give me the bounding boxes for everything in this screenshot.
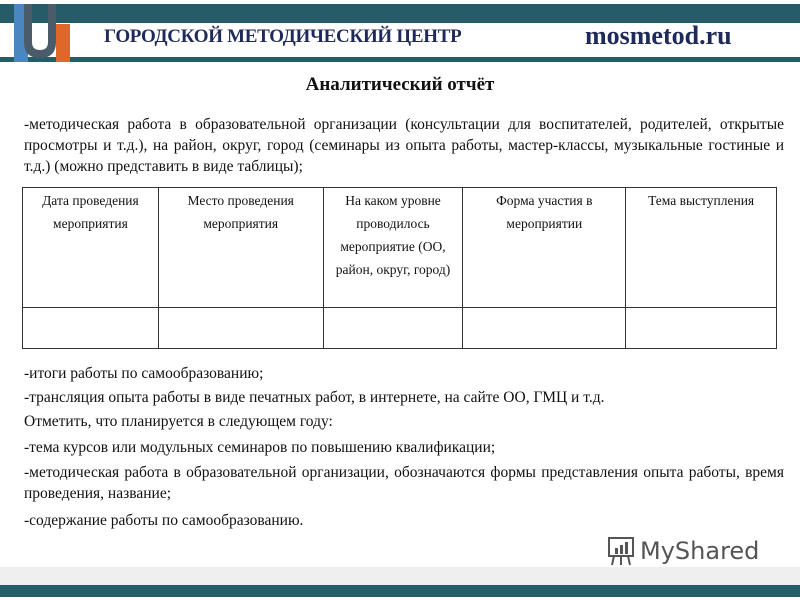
list-item: Отметить, что планируется в следующем году:: [24, 413, 333, 430]
org-name: ГОРОДСКОЙ МЕТОДИЧЕСКИЙ ЦЕНТР: [104, 26, 462, 47]
logo-icon: [10, 4, 72, 62]
watermark: [606, 535, 759, 567]
column-header: Дата проведения мероприятия: [23, 188, 159, 308]
list-item: -содержание работы по самообразованию.: [24, 512, 304, 529]
report-table: [22, 187, 777, 349]
list-item: -трансляция опыта работы в виде печатных работ, в интернете, на сайте ОО, ГМЦ и т.д.: [24, 389, 605, 406]
footer-band: [0, 585, 800, 597]
intro-text: -методическая работа в образовательной организации (консультации для воспитателей, родителей, открытые просмотры и т.д.), на район, округ, город (семинары из опыта работы, мастер-классы, музыкальные гостиные и т.д.) (можно представить в виде таблицы);: [24, 116, 784, 175]
page-title: Аналитический отчёт: [305, 74, 495, 95]
table-cell: [23, 308, 159, 349]
column-header: Тема выступления: [626, 188, 777, 308]
table-cell: [463, 308, 626, 349]
footer-gray: [0, 567, 800, 585]
table-cell: [323, 308, 463, 349]
presentation-board-icon: [606, 535, 636, 567]
column-header: Форма участия в мероприятии: [463, 188, 626, 308]
column-header: Место проведения мероприятия: [158, 188, 323, 308]
list-item: -тема курсов или модульных семинаров по повышению квалификации;: [24, 439, 496, 456]
watermark-text: MyShared: [640, 537, 760, 565]
column-header: На каком уровне проводилось мероприятие (ОО, район, округ, город): [323, 188, 463, 308]
header-line: [0, 57, 800, 62]
table-row: [23, 308, 777, 349]
list-item: -методическая работа в образовательной организации, обозначаются формы представления опыта работы, время проведения, название;: [24, 464, 784, 502]
table-cell: [158, 308, 323, 349]
site-link[interactable]: mosmetod.ru: [585, 21, 732, 50]
table-cell: [626, 308, 777, 349]
list-item: -итоги работы по самообразованию;: [24, 365, 264, 382]
